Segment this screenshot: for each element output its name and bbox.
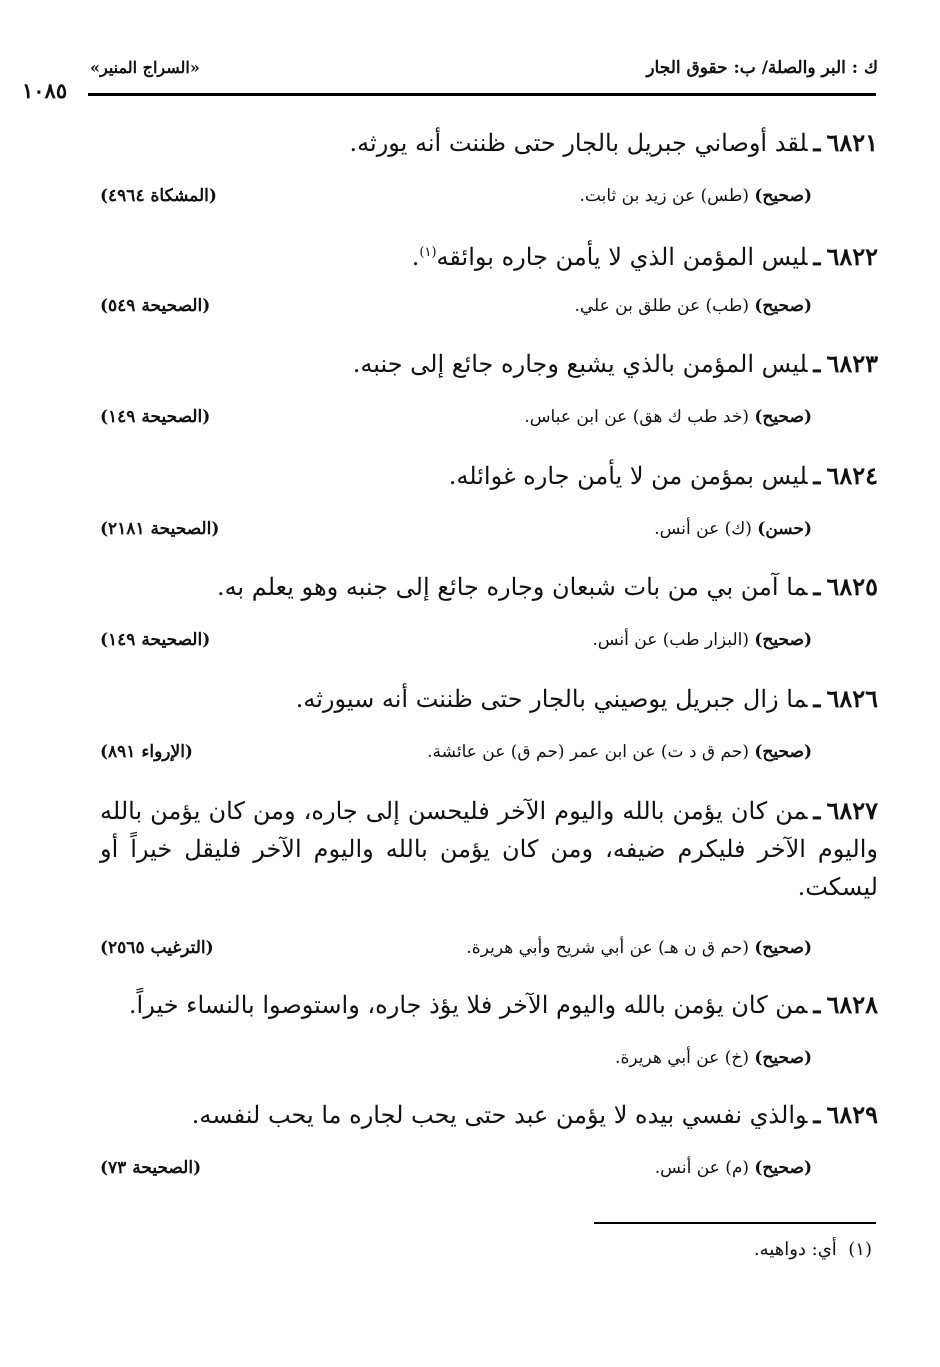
running-header-book-title: «السراج المنير»	[90, 58, 200, 77]
hadith-sources: (حم ق ن هـ) عن أبي شريح وأبي هريرة.	[466, 938, 749, 958]
hadith-text	[96, 457, 878, 495]
hadith-number: ٦٨٢٣	[826, 349, 878, 378]
hadith-grade-line	[580, 186, 812, 206]
hadith-grade-line	[615, 1048, 812, 1068]
hadith-reference: (الإرواء ٨٩١)	[100, 742, 193, 762]
hadith-number: ٦٨٢١	[826, 128, 878, 157]
hadith-body: ليس المؤمن بالذي يشبع وجاره جائع إلى جنبه.	[352, 350, 808, 378]
hadith-text	[96, 124, 878, 162]
header-rule	[88, 93, 876, 96]
hadith-grade: (صحيح)	[754, 1158, 812, 1178]
hadith-separator: ـ	[813, 990, 821, 1019]
hadith-separator: ـ	[813, 1100, 821, 1129]
hadith-grade-line	[655, 1158, 812, 1178]
hadith-separator: ـ	[813, 349, 821, 378]
footnote-rule	[594, 1222, 876, 1224]
hadith-text	[100, 792, 878, 906]
hadith-body: ما زال جبريل يوصيني بالجار حتى ظننت أنه سيورثه.	[295, 685, 808, 713]
hadith-sources: (م) عن أنس.	[654, 1158, 749, 1178]
hadith-text	[96, 234, 878, 276]
hadith-sources: (البزار طب) عن أنس.	[592, 630, 749, 650]
hadith-body: والذي نفسي بيده لا يؤمن عبد حتى يحب لجاره ما يحب لنفسه.	[191, 1101, 808, 1129]
hadith-grade: (صحيح)	[754, 407, 812, 427]
hadith-text	[96, 345, 878, 383]
hadith-grade: (صحيح)	[754, 1048, 812, 1068]
page-number: ١٠٨٥	[22, 78, 68, 103]
hadith-sources: (خ) عن أبي هريرة.	[615, 1048, 749, 1068]
hadith-body: من كان يؤمن بالله واليوم الآخر فلا يؤذ جاره، واستوصوا بالنساء خيراً.	[128, 991, 808, 1019]
hadith-grade: (صحيح)	[754, 742, 812, 762]
hadith-separator: ـ	[813, 242, 821, 271]
hadith-grade-line	[654, 519, 812, 539]
running-header-chapter: ك : البر والصلة/ ب: حقوق الجار	[646, 58, 878, 78]
hadith-body: ليس المؤمن الذي لا يأمن جاره بوائقه	[436, 243, 808, 271]
hadith-number: ٦٨٢٨	[826, 990, 878, 1019]
hadith-separator: ـ	[813, 796, 821, 825]
hadith-reference: (الصحيحة ١٤٩)	[100, 407, 211, 427]
hadith-number: ٦٨٢٢	[826, 242, 878, 271]
hadith-separator: ـ	[813, 461, 821, 490]
hadith-reference: (الصحيحة ٢١٨١)	[100, 519, 220, 539]
footnote-text: أي: دواهيه.	[753, 1239, 837, 1260]
hadith-grade-line	[466, 938, 812, 958]
hadith-sources: (خد طب ك هق) عن ابن عباس.	[524, 407, 749, 427]
hadith-body: من كان يؤمن بالله واليوم الآخر فليحسن إلى جاره، ومن كان يؤمن بالله واليوم الآخر فليكرم ضيفه، ومن كان يؤمن بالله واليوم الآخر فليقل خيراً أو ليسكت.	[100, 797, 878, 901]
hadith-reference: (المشكاة ٤٩٦٤)	[100, 186, 217, 206]
hadith-reference: (الصحيحة ١٤٩)	[100, 630, 211, 650]
hadith-sources: (طب) عن طلق بن علي.	[574, 296, 749, 316]
hadith-reference: (الصحيحة ٥٤٩)	[100, 296, 211, 316]
hadith-text	[96, 1096, 878, 1134]
hadith-separator: ـ	[813, 684, 821, 713]
footnote	[754, 1239, 872, 1260]
hadith-number: ٦٨٢٥	[826, 572, 878, 601]
hadith-text	[96, 680, 878, 718]
footnote-mark: (١)	[848, 1239, 872, 1260]
hadith-text	[96, 986, 878, 1024]
hadith-body: لقد أوصاني جبريل بالجار حتى ظننت أنه يورثه.	[349, 129, 808, 157]
hadith-body: ما آمن بي من بات شبعان وجاره جائع إلى جنبه وهو يعلم به.	[216, 573, 808, 601]
hadith-sources: (طس) عن زيد بن ثابت.	[579, 186, 749, 206]
hadith-body-end: .	[411, 243, 420, 271]
hadith-number: ٦٨٢٧	[826, 796, 878, 825]
hadith-grade: (صحيح)	[754, 630, 812, 650]
hadith-grade: (صحيح)	[754, 296, 812, 316]
hadith-separator: ـ	[813, 572, 821, 601]
hadith-grade-line	[524, 407, 812, 427]
hadith-reference: (الصحيحة ٧٣)	[100, 1158, 202, 1178]
hadith-grade-line	[427, 742, 812, 762]
hadith-body: ليس بمؤمن من لا يأمن جاره غوائله.	[448, 462, 808, 490]
hadith-grade: (صحيح)	[754, 186, 812, 206]
hadith-number: ٦٨٢٩	[826, 1100, 878, 1129]
hadith-number: ٦٨٢٤	[826, 461, 878, 490]
hadith-reference: (الترغيب ٢٥٦٥)	[100, 938, 214, 958]
hadith-sources: (ك) عن أنس.	[654, 519, 752, 539]
hadith-grade-line	[592, 630, 812, 650]
hadith-sources: (حم ق د ت) عن ابن عمر (حم ق) عن عائشة.	[427, 742, 749, 762]
hadith-grade-line	[574, 296, 812, 316]
hadith-grade: (صحيح)	[754, 938, 812, 958]
footnote-marker: (١)	[419, 245, 437, 260]
hadith-grade: (حسن)	[757, 519, 812, 539]
hadith-separator: ـ	[813, 128, 821, 157]
hadith-number: ٦٨٢٦	[826, 684, 878, 713]
hadith-text	[96, 568, 878, 606]
